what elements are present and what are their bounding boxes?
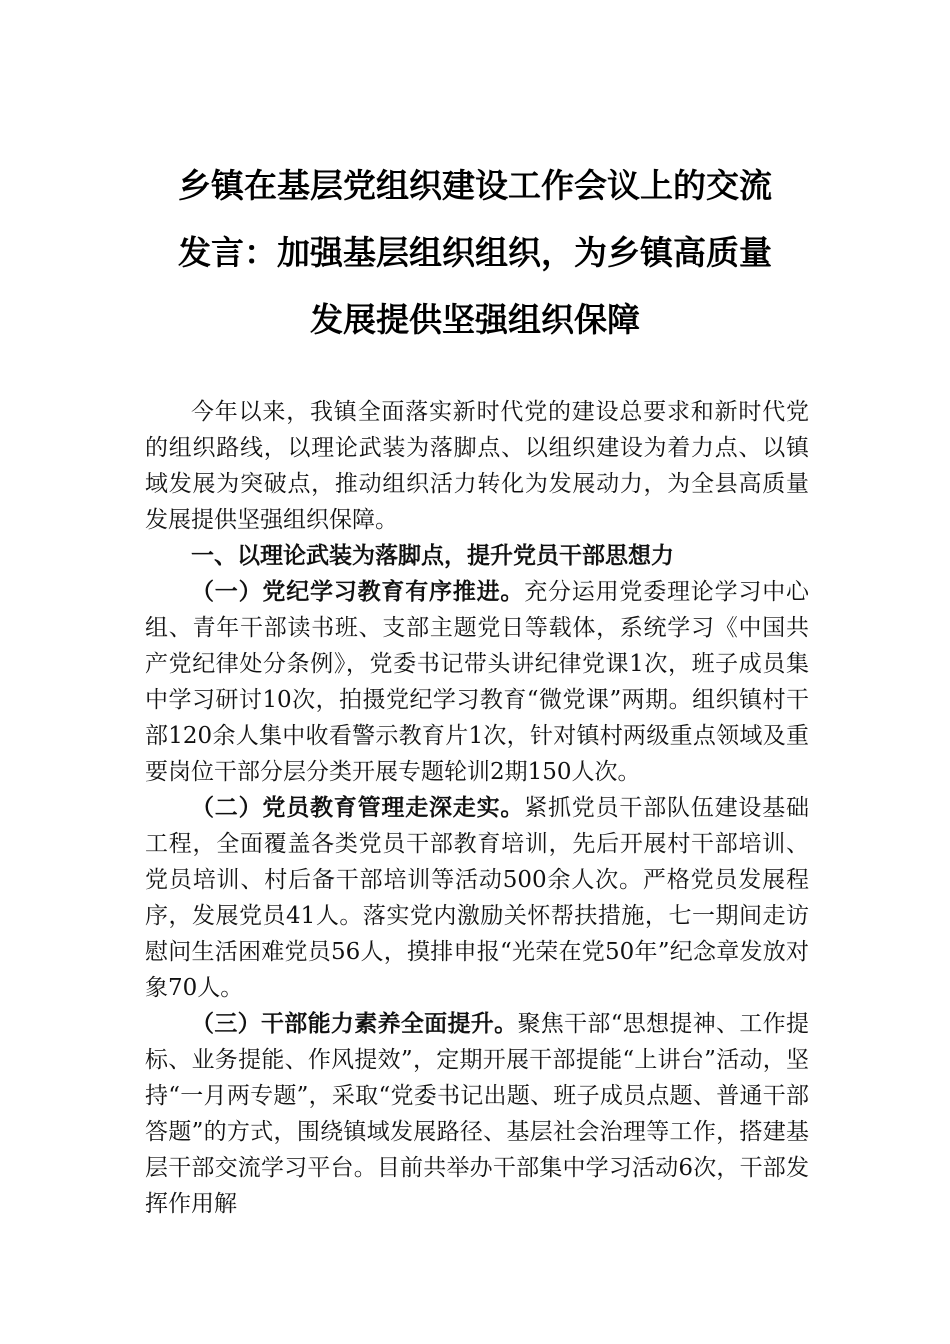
item-text: 聚焦干部“思想提神、工作提标、业务提能、作风提效”，定期开展干部提能“上讲台”活动，坚持“一月两专题”，采取“党委书记出题、班子成员点题、普通干部答题”的方式，围绕镇域发展路径、基层社会治理等工作，搭建基层干部交流学习平台。目前共举办干部集中学习活动6次，干部发挥作用解 [145, 1011, 809, 1217]
item-paragraph [145, 790, 809, 1006]
document-title [145, 152, 805, 353]
document-body [145, 394, 809, 1222]
item-title: （二）党员教育管理走深走实。 [191, 795, 525, 821]
title-line: 乡镇在基层党组织建设工作会议上的交流 [178, 166, 772, 205]
item-title: （三）干部能力素养全面提升。 [191, 1011, 518, 1037]
item-text: 紧抓党员干部队伍建设基础工程，全面覆盖各类党员干部教育培训，先后开展村干部培训、党员培训、村后备干部培训等活动500余人次。严格党员发展程序，发展党员41人。落实党内激励关怀帮扶措施，七一期间走访慰问生活困难党员56人，摸排申报“光荣在党50年”纪念章发放对象70人。 [145, 795, 810, 1001]
intro-paragraph: 今年以来，我镇全面落实新时代党的建设总要求和新时代党的组织路线，以理论武装为落脚点、以组织建设为着力点、以镇域发展为突破点，推动组织活力转化为发展动力，为全县高质量发展提供坚强组织保障。 [145, 399, 809, 533]
item-title: （一）党纪学习教育有序推进。 [191, 579, 525, 605]
item-paragraph [145, 574, 809, 790]
item-text: 充分运用党委理论学习中心组、青年干部读书班、支部主题党日等载体，系统学习《中国共产党纪律处分条例》，党委书记带头讲纪律党课1次，班子成员集中学习研讨10次，拍摄党纪学习教育“微党课”两期。组织镇村干部120余人集中收看警示教育片1次，针对镇村两级重点领域及重要岗位干部分层分类开展专题轮训2期150人次。 [145, 579, 810, 785]
title-line: 发言：加强基层组织组织，为乡镇高质量 [178, 233, 772, 272]
section-heading: 一、以理论武装为落脚点，提升党员干部思想力 [191, 543, 674, 569]
title-line: 发展提供坚强组织保障 [310, 300, 640, 339]
item-paragraph [145, 1006, 809, 1222]
